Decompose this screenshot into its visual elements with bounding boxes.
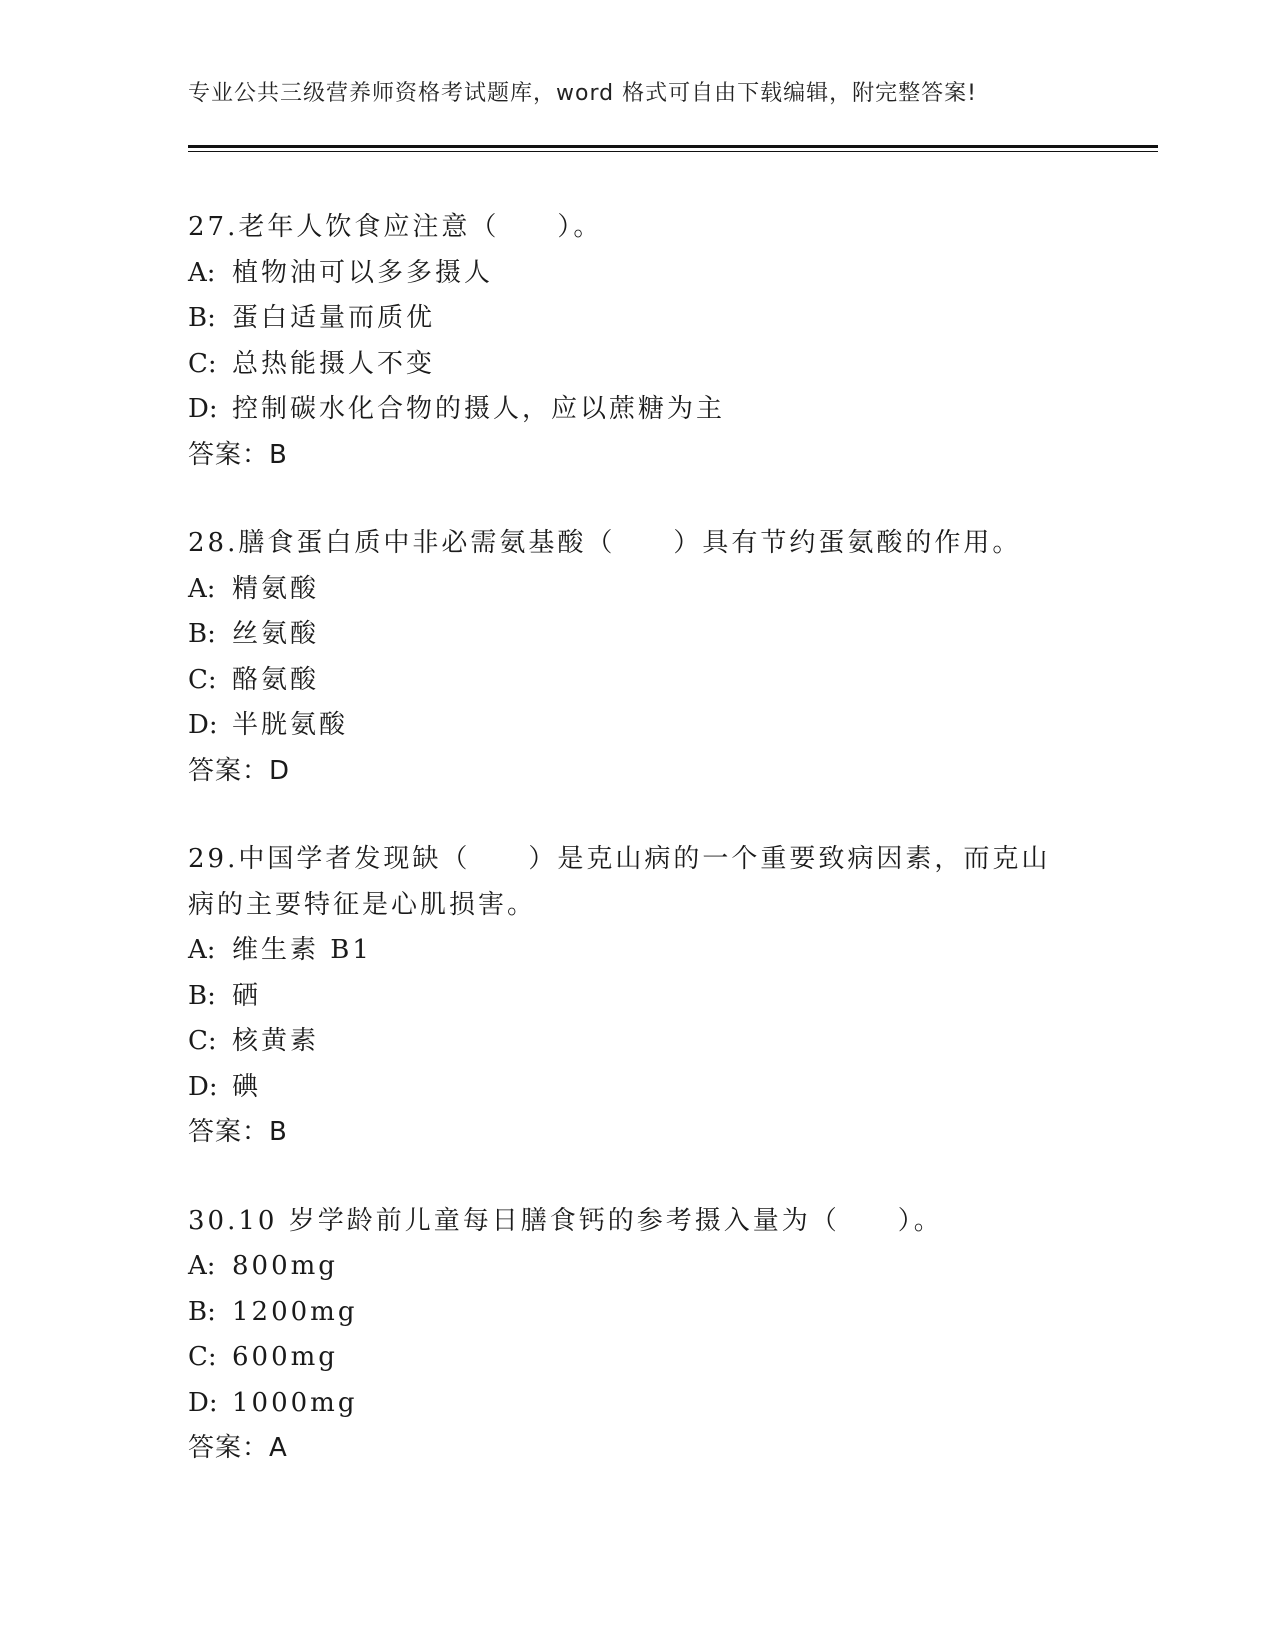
option-label: C: [188, 348, 217, 379]
option-label: B: [188, 619, 216, 649]
option-b [188, 296, 1088, 342]
option-text: 1000mg [232, 1387, 358, 1418]
option-label: B: [188, 980, 216, 1011]
option-b [188, 1290, 1088, 1336]
header-rule-thin [188, 151, 1158, 152]
option-c [188, 658, 1088, 704]
answer-line: 答案：B [188, 439, 288, 470]
option-text: 维生素 B1 [232, 935, 372, 965]
option-label: C: [188, 664, 217, 695]
option-text: 600mg [232, 1342, 338, 1372]
option-label: D: [188, 1071, 218, 1102]
option-label: B: [188, 1296, 216, 1327]
question-stem: 30.10 岁学龄前儿童每日膳食钙的参考摄入量为（ ）。 [188, 1205, 943, 1236]
option-label: B: [188, 303, 216, 333]
option-b [188, 612, 1088, 658]
option-d [188, 1065, 1088, 1111]
option-d [188, 1381, 1088, 1427]
option-label: D: [188, 394, 218, 424]
option-c [188, 1335, 1088, 1381]
option-text: 丝氨酸 [232, 619, 320, 649]
option-a [188, 567, 1088, 613]
option-text: 核黄素 [232, 1026, 320, 1056]
option-c [188, 342, 1088, 388]
question-29 [188, 837, 1088, 1156]
option-label: A: [188, 573, 216, 604]
question-28 [188, 521, 1088, 794]
option-text: 800mg [232, 1251, 338, 1281]
question-stem: 29.中国学者发现缺（ ）是克山病的一个重要致病因素，而克山病的主要特征是心肌损害。 [188, 844, 1051, 920]
option-a [188, 1244, 1088, 1290]
option-label: D: [188, 1387, 218, 1418]
option-label: D: [188, 710, 218, 740]
option-label: C: [188, 1342, 217, 1372]
question-stem: 28.膳食蛋白质中非必需氨基酸（ ）具有节约蛋氨酸的作用。 [188, 528, 1022, 558]
option-text: 总热能摄人不变 [232, 348, 436, 379]
question-stem: 27.老年人饮食应注意（ ）。 [188, 212, 603, 242]
answer-line: 答案：D [188, 755, 291, 786]
page-header: 专业公共三级营养师资格考试题库，word 格式可自由下载编辑，附完整答案! [188, 81, 977, 106]
option-a [188, 251, 1088, 297]
option-text: 植物油可以多多摄人 [232, 257, 494, 288]
answer-line: 答案：A [188, 1433, 288, 1463]
question-27 [188, 205, 1088, 478]
option-label: A: [188, 257, 216, 288]
question-30 [188, 1199, 1088, 1472]
question-list [188, 205, 1088, 1515]
option-a [188, 928, 1088, 974]
option-c [188, 1019, 1088, 1065]
header-rule-thick [188, 145, 1158, 148]
option-text: 精氨酸 [232, 573, 320, 604]
option-text: 1200mg [232, 1296, 358, 1327]
option-text: 蛋白适量而质优 [232, 303, 436, 333]
option-text: 控制碳水化合物的摄人，应以蔗糖为主 [232, 394, 726, 424]
option-text: 酪氨酸 [232, 664, 320, 695]
option-text: 半胱氨酸 [232, 710, 349, 740]
option-label: A: [188, 1251, 216, 1281]
option-d [188, 387, 1088, 433]
option-text: 碘 [232, 1071, 262, 1102]
option-label: C: [188, 1026, 217, 1056]
option-d [188, 703, 1088, 749]
option-text: 硒 [232, 980, 262, 1011]
option-label: A: [188, 935, 216, 965]
answer-line: 答案：B [188, 1117, 288, 1147]
option-b [188, 974, 1088, 1020]
